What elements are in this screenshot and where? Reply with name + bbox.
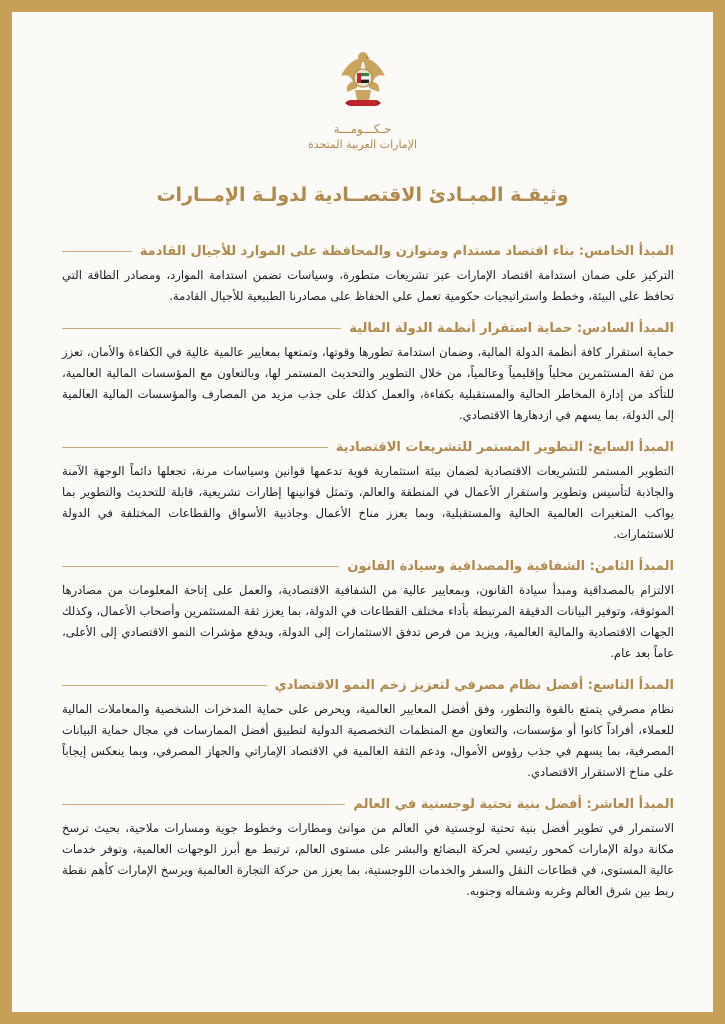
principle-section (62, 440, 674, 545)
principle-heading-text: المبدأ العاشر: أفضل بنية تحتية لوجستية في العالم (353, 797, 674, 812)
heading-divider (62, 685, 267, 686)
principle-body: الالتزام بالمصداقية ومبدأ سيادة القانون، وبمعايير عالية من الشفافية الاقتصادية، والعمل على إتاحة المعلومات من مصادرها الموثوقة، وتوفير البيانات الدقيقة المرتبطة بأداء مختلف القطاعات في الدولة، بما يعزز ثقة المستثمرين وأصحاب الأعمال، وكذلك الجهات الاقتصادية والمالية العالمية، ويزيد من فرص تدفق الاستثمارات إلى الدولة، ويدفع مؤشرات النمو الاقتصادي إلى الأعلى، عاماً بعد عام. (62, 583, 674, 660)
heading-divider (62, 447, 328, 448)
heading-divider (62, 251, 132, 252)
principle-section (62, 678, 674, 783)
principle-heading (62, 244, 674, 259)
principle-section (62, 321, 674, 426)
document-title: وثيقـة المبـادئ الاقتصــادية لدولـة الإمــارات (156, 184, 569, 206)
principle-section (62, 797, 674, 902)
principle-section (62, 244, 674, 307)
principle-body: حماية استقرار كافة أنظمة الدولة المالية، وضمان استدامة تطورها وقوتها، وتمتعها بمعايير عالمية عالية في الكفاءة والأمان، تعزز من ثقة المستثمرين محلياً وإقليمياً وعالمياً، من خلال التطوير والتحديث المستمر لها، وبالتعاون مع المؤسسات المالية العالمية، للتأكد من إدارة المخاطر الحالية والمستقبلية بكفاءة، والعمل كذلك على جذب مزيد من المصارف والمؤسسات المالية العالمية إلى الدولة، بما يسهم في ازدهارها الاقتصادي. (62, 345, 674, 422)
government-label: حـكـــومـــة (333, 122, 392, 136)
country-label: الإمارات العربية المتحدة (307, 138, 418, 151)
principle-heading-text: المبدأ السادس: حماية استقرار أنظمة الدولة المالية (349, 321, 674, 336)
principle-heading (62, 797, 674, 812)
heading-divider (62, 328, 341, 329)
principle-body: التطوير المستمر للتشريعات الاقتصادية لضمان بيئة استثمارية قوية تدعمها قوانين وسياسات مرنة، تجعلها دائماً الوجهة الآمنة والجاذبة لتأسيس وتطوير واستقرار الأعمال في المنطقة والعالم، وتمثل قوانينها إطارات تشريعية، قابلة للتحديث والتطوير بما يواكب المتغيرات العالمية الحالية والمستقبلية، وبما يعزز مناخ الأعمال وجاذبية الأسواق والقطاعات المختلفة في الدولة للاستثمارات. (62, 464, 674, 541)
heading-divider (62, 804, 345, 805)
principle-heading (62, 321, 674, 336)
principle-heading (62, 559, 674, 574)
uae-falcon-emblem-icon (337, 48, 389, 110)
heading-divider (62, 566, 339, 567)
principle-heading (62, 440, 674, 455)
principle-body: التركيز على ضمان استدامة اقتصاد الإمارات عبر تشريعات متطورة، وسياسات تضمن استدامة الموارد، ومصادر الطاقة التي تحافظ على البيئة، وخطط واستراتيجيات حكومية تعمل على الحفاظ على مصادرنا الطبيعية للأجيال القادمة. (62, 268, 674, 303)
principle-heading-text: المبدأ الثامن: الشفافية والمصداقية وسيادة القانون (347, 559, 674, 574)
principle-heading-text: المبدأ الخامس: بناء اقتصاد مستدام ومتوازن والمحافظة على الموارد للأجيال القادمة (139, 244, 674, 259)
principle-section (62, 559, 674, 664)
principle-heading (62, 678, 674, 693)
principle-body: الاستمرار في تطوير أفضل بنية تحتية لوجستية في العالم من موانئ ومطارات وخطوط جوية ومسارات ملاحية، بحيث ترسخ مكانة دولة الإمارات كمحور رئيسي لحركة البضائع والبشر على مستوى العالم، ترتبط مع أبرز الوجهات العالمية، وتوفر خدمات عالية المستوى، في قطاعات النقل والسفر والخدمات اللوجستية، بما يعزز من حركة التجارة العالمية ويرسخ الإمارات كأهم نقطة ربط بين شرق العالم وغربه وشماله وجنوبه. (62, 821, 674, 898)
principle-body: نظام مصرفي يتمتع بالقوة والتطور، وفق أفضل المعايير العالمية، ويحرص على حماية المدخرات الشخصية والمعاملات المالية للعملاء، أفراداً كانوا أو مؤسسات، والتعاون مع المنظمات التخصصية الدولية لتطبيق أفضل الممارسات في مجال حماية البيانات المصرفية، بما يسهم في جذب رؤوس الأموال، ودعم الثقة العالمية في الاقتصاد الإماراتي والجهاز المصرفي، وبما ينعكس إيجاباً على مناخ الاستقرار الاقتصادي. (62, 702, 674, 779)
principles-list (62, 244, 674, 916)
principle-heading-text: المبدأ التاسع: أفضل نظام مصرفي لتعزيز زخم النمو الاقتصادي (274, 678, 674, 693)
document-page (12, 12, 713, 1012)
principle-heading-text: المبدأ السابع: التطوير المستمر للتشريعات الاقتصادية (335, 440, 674, 455)
